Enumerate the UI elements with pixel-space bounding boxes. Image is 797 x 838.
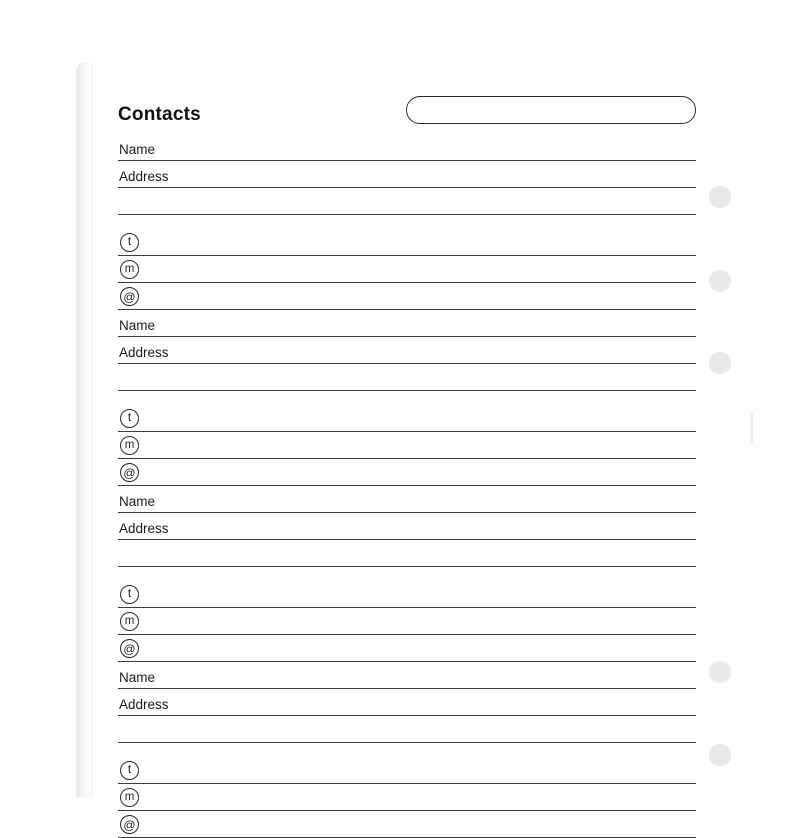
entry-spacer [118,567,696,581]
email-at-icon: @ [120,463,139,482]
name-label: Name [119,493,156,509]
mobile-line[interactable] [118,432,696,459]
address-line[interactable] [118,513,696,540]
email-at-icon: @ [120,287,139,306]
binding-hole [709,186,731,208]
telephone-icon: t [120,585,139,604]
mobile-icon: m [120,788,139,807]
email-line[interactable] [118,283,696,310]
contact-entry [118,134,696,310]
phone-line[interactable] [118,405,696,432]
phone-line[interactable] [118,229,696,256]
entry-spacer [118,215,696,229]
contact-entry [118,662,696,838]
address-line[interactable] [118,161,696,188]
page-title: Contacts [118,104,201,125]
phone-line[interactable] [118,581,696,608]
email-line[interactable] [118,811,696,838]
address-line-2[interactable] [118,364,696,391]
name-label: Name [119,141,156,157]
sheet-left-edge-line [91,62,92,797]
email-line[interactable] [118,635,696,662]
address-label: Address [119,696,169,712]
name-line[interactable] [118,134,696,161]
contact-entry [118,486,696,662]
name-line[interactable] [118,662,696,689]
address-label: Address [119,168,169,184]
mobile-icon: m [120,436,139,455]
address-line[interactable] [118,337,696,364]
address-label: Address [119,520,169,536]
email-line[interactable] [118,459,696,486]
mobile-icon: m [120,260,139,279]
name-line[interactable] [118,486,696,513]
mobile-line[interactable] [118,256,696,283]
binding-edge-nick [750,412,753,444]
contacts-content [118,96,696,838]
mobile-icon: m [120,612,139,631]
binding-hole [709,352,731,374]
binding-hole [709,744,731,766]
address-label: Address [119,344,169,360]
email-at-icon: @ [120,639,139,658]
address-line-2[interactable] [118,188,696,215]
name-label: Name [119,669,156,685]
name-label: Name [119,317,156,333]
index-tab-field[interactable] [406,96,696,124]
mobile-line[interactable] [118,608,696,635]
contact-entry [118,310,696,486]
binding-hole [709,270,731,292]
email-at-icon: @ [120,815,139,834]
binding-hole [709,661,731,683]
address-line[interactable] [118,689,696,716]
telephone-icon: t [120,233,139,252]
page-header [118,96,696,134]
address-line-2[interactable] [118,540,696,567]
telephone-icon: t [120,761,139,780]
address-line-2[interactable] [118,716,696,743]
sheet-left-edge [76,62,92,797]
mobile-line[interactable] [118,784,696,811]
phone-line[interactable] [118,757,696,784]
name-line[interactable] [118,310,696,337]
telephone-icon: t [120,409,139,428]
entry-spacer [118,391,696,405]
entry-spacer [118,743,696,757]
